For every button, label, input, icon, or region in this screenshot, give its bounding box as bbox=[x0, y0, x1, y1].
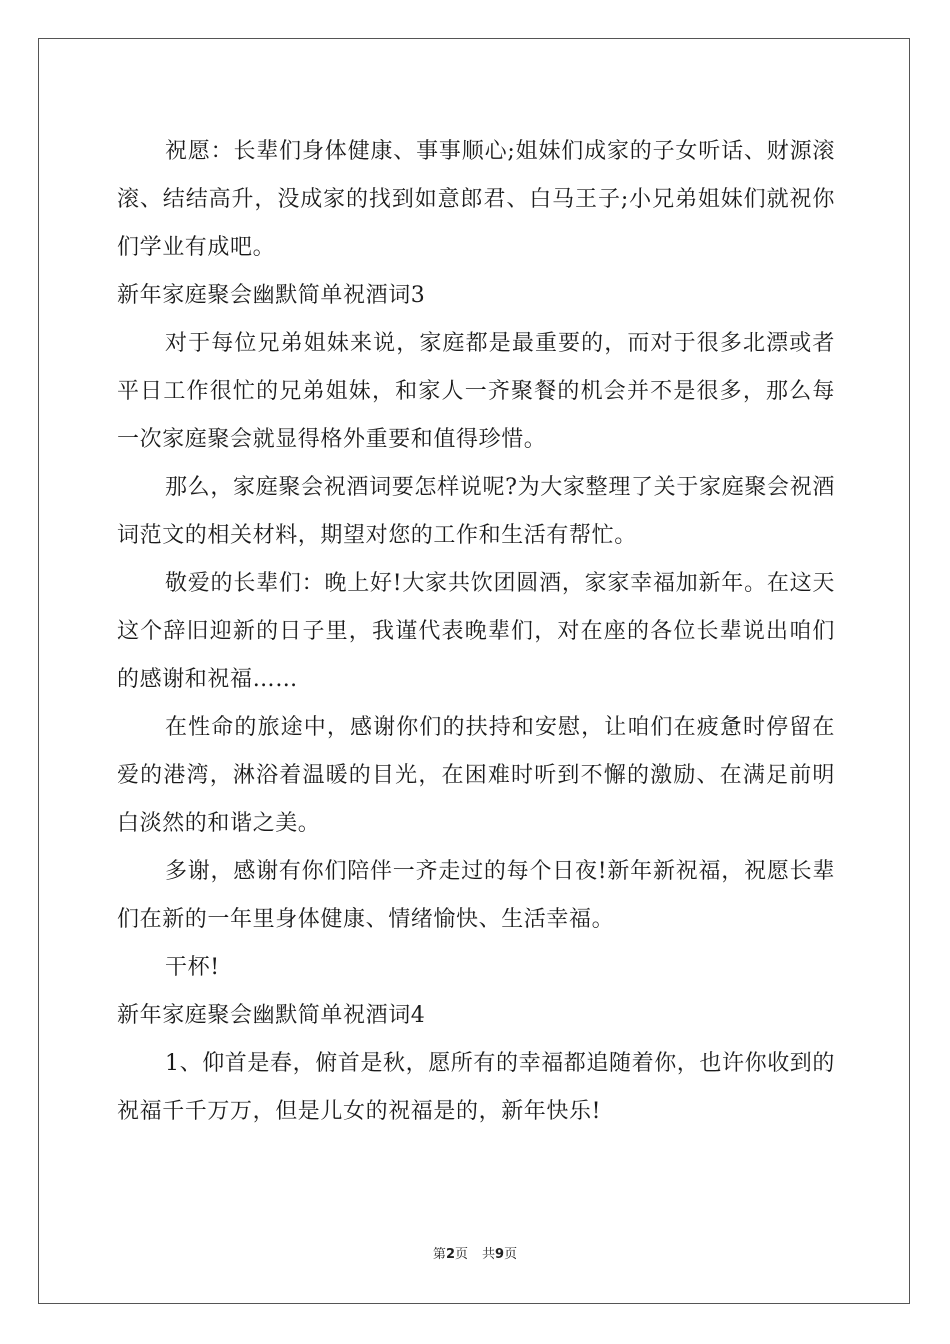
total-suffix: 页 bbox=[504, 1247, 518, 1262]
paragraph: 干杯! bbox=[165, 955, 220, 980]
paragraph: 多谢，感谢有你们陪伴一齐走过的每个日夜!新年新祝福，祝愿长辈们在新的一年里身体健康、情绪愉快、生活幸福。 bbox=[117, 859, 835, 932]
paragraph: 在性命的旅途中，感谢你们的扶持和安慰，让咱们在疲惫时停留在爱的港湾，淋浴着温暖的目光，在困难时听到不懈的激励、在满足前明白淡然的和谐之美。 bbox=[117, 715, 835, 836]
total-prefix: 共 bbox=[482, 1247, 496, 1262]
paragraph: 敬爱的长辈们：晚上好!大家共饮团圆酒，家家幸福加新年。在这天这个辞旧迎新的日子里，我谨代表晚辈们，对在座的各位长辈说出咱们的感谢和祝福…… bbox=[117, 571, 835, 692]
section-heading: 新年家庭聚会幽默简单祝酒词4 bbox=[117, 1003, 426, 1028]
section-heading: 新年家庭聚会幽默简单祝酒词3 bbox=[117, 283, 426, 308]
paragraph: 1、仰首是春，俯首是秋，愿所有的幸福都追随着你，也许你收到的祝福千千万万，但是儿女的祝福是的，新年快乐! bbox=[117, 1051, 835, 1124]
page-footer bbox=[0, 1246, 950, 1264]
paragraph: 祝愿：长辈们身体健康、事事顺心;姐妹们成家的子女听话、财源滚滚、结结高升，没成家的找到如意郎君、白马王子;小兄弟姐妹们就祝你们学业有成吧。 bbox=[117, 139, 835, 260]
page-current: 2 bbox=[445, 1247, 455, 1262]
page-suffix: 页 bbox=[454, 1247, 468, 1262]
paragraph: 对于每位兄弟姐妹来说，家庭都是最重要的，而对于很多北漂或者平日工作很忙的兄弟姐妹，和家人一齐聚餐的机会并不是很多，那么每一次家庭聚会就显得格外重要和值得珍惜。 bbox=[117, 331, 835, 452]
paragraph: 那么，家庭聚会祝酒词要怎样说呢?为大家整理了关于家庭聚会祝酒词范文的相关材料，期望对您的工作和生活有帮忙。 bbox=[117, 475, 835, 548]
document-body bbox=[117, 128, 835, 1136]
page-total: 9 bbox=[495, 1247, 505, 1262]
page-prefix: 第 bbox=[432, 1247, 446, 1262]
